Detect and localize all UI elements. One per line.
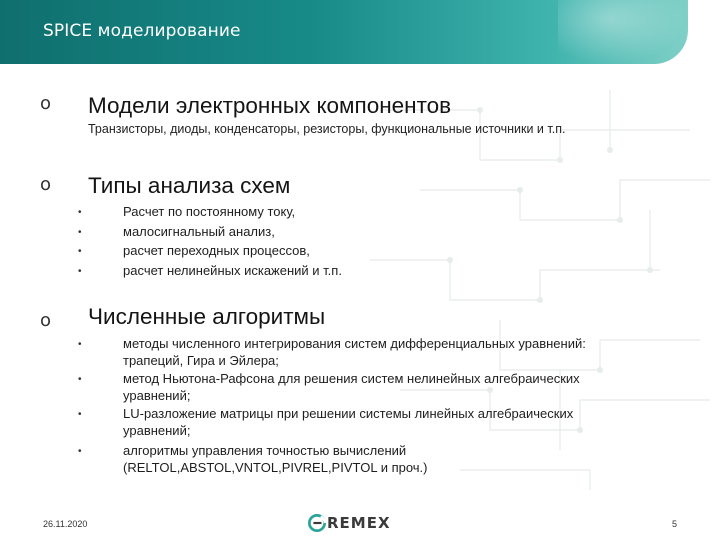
list-item: расчет переходных процессов, (123, 243, 310, 258)
section-heading-models: Модели электронных компонентов (88, 93, 452, 118)
list-item-line: алгоритмы управления точностью вычислений (123, 443, 407, 458)
section-heading-algorithms: Численные алгоритмы (88, 304, 326, 329)
list-bullet: • (78, 409, 82, 420)
list-item: Расчет по постоянному току, (123, 204, 296, 219)
list-item (123, 405, 683, 439)
list-item (123, 335, 683, 369)
list-item-line: (RELTOL,ABSTOL,VNTOL,PIVREL,PIVTOL и проч.) (123, 460, 428, 475)
slide-title: SPICE моделирование (43, 21, 241, 41)
list-item (123, 370, 683, 404)
list-item-line: LU-разложение матрицы при решении системы линейных алгебраических (123, 406, 574, 421)
eremex-logo (308, 513, 391, 533)
section-bullet: o (40, 174, 52, 195)
eremex-logo-icon (308, 514, 326, 532)
footer-date: 26.11.2020 (43, 519, 88, 529)
list-bullet: • (78, 446, 82, 457)
section-bullet: o (40, 310, 52, 331)
list-bullet: • (78, 374, 82, 385)
list-bullet: • (78, 207, 82, 218)
section-heading-analysis: Типы анализа схем (88, 173, 291, 198)
list-item (123, 442, 683, 476)
list-bullet: • (78, 246, 82, 257)
list-item-line: уравнений; (123, 423, 191, 438)
section-bullet: o (40, 93, 52, 114)
list-item: расчет нелинейных искажений и т.п. (123, 263, 342, 278)
list-bullet: • (78, 266, 82, 277)
list-bullet: • (78, 339, 82, 350)
logo-text: REMEX (327, 514, 391, 532)
page-number: 5 (672, 519, 678, 529)
list-item-line: метод Ньютона-Рафсона для решения систем нелинейных алгебраических (123, 371, 580, 386)
list-item: малосигнальный анализ, (123, 224, 275, 239)
list-item-line: трапеций, Гира и Эйлера; (123, 353, 279, 368)
list-item-line: уравнений; (123, 388, 191, 403)
section-subtitle-models: Транзисторы, диоды, конденсаторы, резисторы, функциональные источники и т.п. (88, 122, 566, 136)
list-item-line: методы численного интегрирования систем дифференциальных уравнений: (123, 336, 586, 351)
list-bullet: • (78, 227, 82, 238)
